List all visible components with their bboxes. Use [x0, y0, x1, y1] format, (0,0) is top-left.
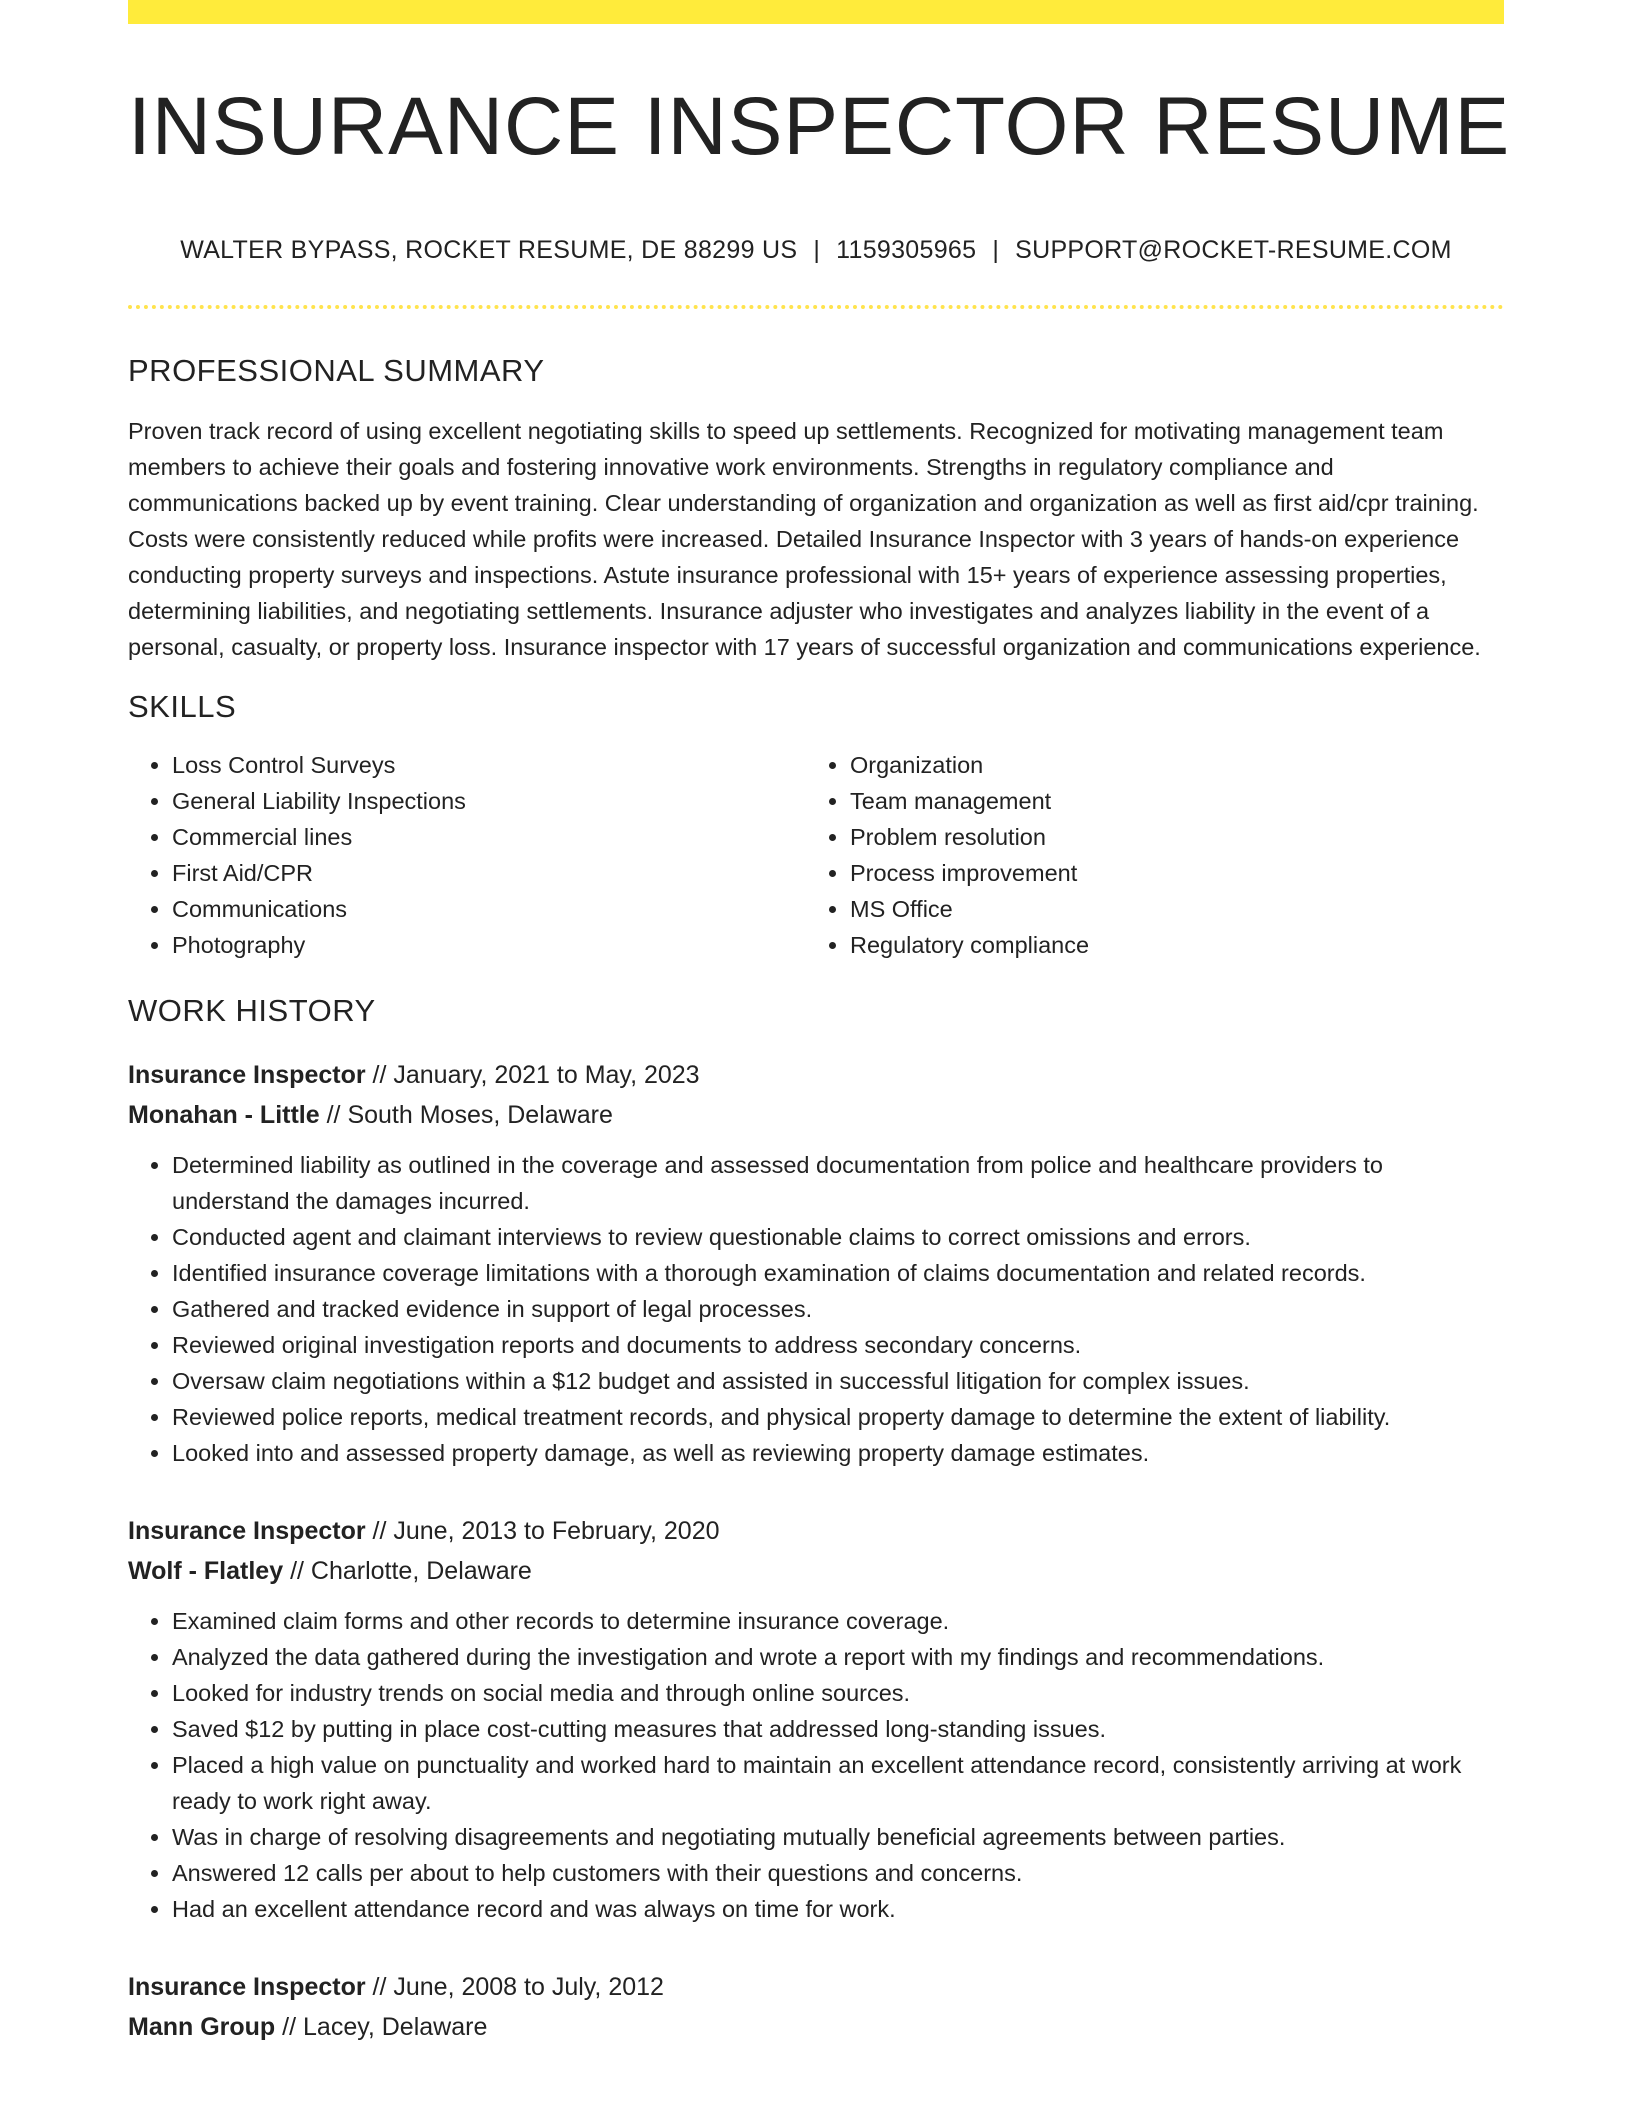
skill-item: • Commercial lines [172, 819, 806, 855]
job-bullet: • Reviewed police reports, medical treatment records, and physical property damage to determine the extent of liability. [172, 1399, 1504, 1435]
accent-bar [128, 0, 1504, 24]
job-bullet: • Identified insurance coverage limitations with a thorough examination of claims documentation and related records. [172, 1255, 1504, 1291]
contact-phone: 1159305965 [836, 236, 977, 265]
skill-item: • General Liability Inspections [172, 783, 806, 819]
job-bullet: • Oversaw claim negotiations within a $12 budget and assisted in successful litigation for complex issues. [172, 1363, 1504, 1399]
job-title: Insurance Inspector [128, 1060, 366, 1089]
job-bullet: • Examined claim forms and other records to determine insurance coverage. [172, 1603, 1504, 1639]
skills-list [128, 747, 1504, 963]
job-bullet: • Determined liability as outlined in the coverage and assessed documentation from police and healthcare providers to understand the damages incurred. [172, 1147, 1504, 1219]
job-company: Mann Group [128, 2012, 276, 2041]
job-location: // South Moses, Delaware [326, 1100, 613, 1129]
job-bullet: • Placed a high value on punctuality and worked hard to maintain an excellent attendance record, consistently arriving at work ready to work right away. [172, 1747, 1504, 1819]
contact-separator: | [813, 236, 821, 265]
resume-title: INSURANCE INSPECTOR RESUME [128, 81, 1511, 172]
skill-item: • Regulatory compliance [850, 927, 1484, 963]
skill-item: • MS Office [850, 891, 1484, 927]
contact-separator: | [992, 236, 1000, 265]
skill-item: • Organization [850, 747, 1484, 783]
job-dates: // June, 2013 to February, 2020 [372, 1516, 720, 1545]
job-dates: // June, 2008 to July, 2012 [372, 1972, 664, 2001]
job-bullets [128, 1603, 1504, 1927]
skills-heading: SKILLS [128, 688, 237, 724]
skill-item: • First Aid/CPR [172, 855, 806, 891]
job-location: // Lacey, Delaware [282, 2012, 488, 2041]
job-bullet: • Answered 12 calls per about to help customers with their questions and concerns. [172, 1855, 1504, 1891]
job-bullet: • Looked into and assessed property damage, as well as reviewing property damage estimates. [172, 1435, 1504, 1471]
job-company-line [128, 1095, 1504, 1135]
skill-item: • Photography [172, 927, 806, 963]
job-bullet: • Was in charge of resolving disagreements and negotiating mutually beneficial agreements between parties. [172, 1819, 1504, 1855]
resume-page [128, 0, 1511, 2047]
job-bullet: • Conducted agent and claimant interviews to review questionable claims to correct omissions and errors. [172, 1219, 1504, 1255]
job-entry [128, 1055, 1504, 1471]
job-bullet: • Reviewed original investigation reports and documents to address secondary concerns. [172, 1327, 1504, 1363]
work-history-list [128, 1055, 1504, 2047]
skill-item: • Process improvement [850, 855, 1484, 891]
job-company: Wolf - Flatley [128, 1556, 284, 1585]
job-bullet: • Looked for industry trends on social media and through online sources. [172, 1675, 1504, 1711]
contact-email: SUPPORT@ROCKET-RESUME.COM [1015, 236, 1452, 265]
job-entry [128, 1967, 1504, 2047]
skill-item: • Problem resolution [850, 819, 1484, 855]
work-history-heading: WORK HISTORY [128, 992, 376, 1028]
summary-heading: PROFESSIONAL SUMMARY [128, 353, 545, 389]
skill-item: • Team management [850, 783, 1484, 819]
job-bullet: • Had an excellent attendance record and was always on time for work. [172, 1891, 1504, 1927]
job-bullet: • Gathered and tracked evidence in support of legal processes. [172, 1291, 1504, 1327]
job-location: // Charlotte, Delaware [290, 1556, 532, 1585]
contact-address: WALTER BYPASS, ROCKET RESUME, DE 88299 US [180, 236, 798, 265]
skill-item: • Loss Control Surveys [172, 747, 806, 783]
summary-text: Proven track record of using excellent negotiating skills to speed up settlements. Recognized for motivating management team members to achieve their goals and fostering innovative work environments. Strengths in regulatory compliance and communications backed up by event training. Clear understanding of organization and organization as well as first aid/cpr training. Costs were consistently reduced while profits were increased. Detailed Insurance Inspector with 3 years of hands-on experience conducting property surveys and inspections. Astute insurance professional with 15+ years of experience assessing properties, determining liabilities, and negotiating settlements. Insurance adjuster who investigates and analyzes liability in the event of a personal, casualty, or property loss. Insurance inspector with 17 years of successful organization and communications experience. [128, 418, 1481, 661]
job-bullets [128, 1147, 1504, 1471]
job-bullet: • Saved $12 by putting in place cost-cutting measures that addressed long-standing issues. [172, 1711, 1504, 1747]
job-company-line [128, 2007, 1504, 2047]
contact-line [128, 236, 1504, 265]
job-title-line [128, 1511, 1504, 1551]
job-dates: // January, 2021 to May, 2023 [372, 1060, 700, 1089]
job-title: Insurance Inspector [128, 1972, 366, 2001]
job-title-line [128, 1055, 1504, 1095]
job-title: Insurance Inspector [128, 1516, 366, 1545]
skill-item: • Communications [172, 891, 806, 927]
skills-column-right [806, 747, 1484, 963]
job-company-line [128, 1551, 1504, 1591]
job-bullet: • Analyzed the data gathered during the investigation and wrote a report with my findings and recommendations. [172, 1639, 1504, 1675]
skills-column-left [128, 747, 806, 963]
job-entry [128, 1511, 1504, 1927]
dotted-divider [128, 305, 1504, 309]
job-company: Monahan - Little [128, 1100, 320, 1129]
job-title-line [128, 1967, 1504, 2007]
